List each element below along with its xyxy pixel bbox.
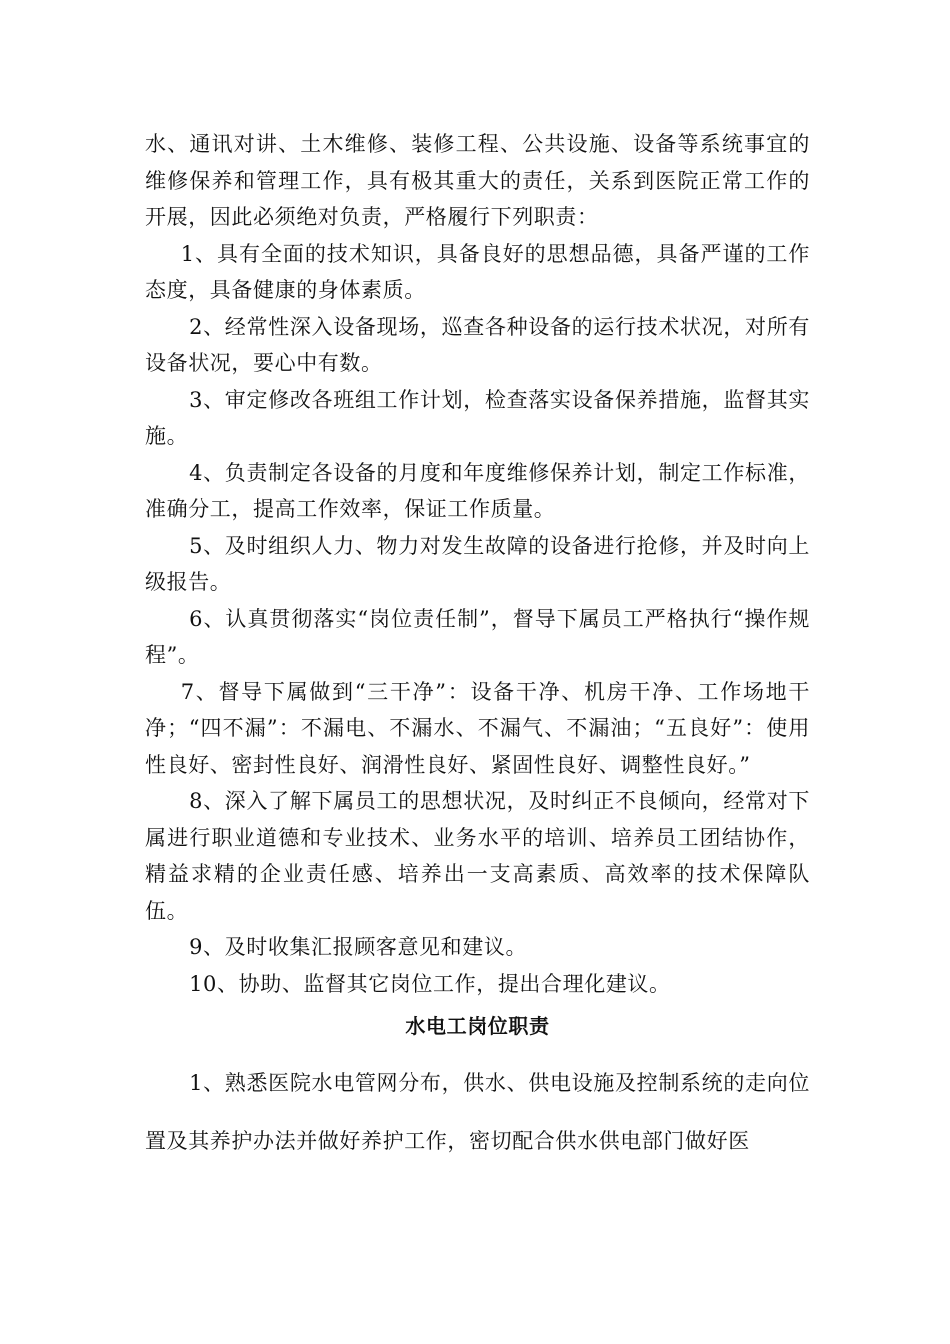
intro-paragraph: 水、通讯对讲、土木维修、装修工程、公共设施、设备等系统事宜的维修保养和管理工作，具有极其重大的责任，关系到医院正常工作的开展，因此必须绝对负责，严格履行下列职责： (145, 132, 810, 229)
duty-item-9: 9、及时收集汇报顾客意见和建议。 (189, 935, 528, 959)
duty-item-8: 8、深入了解下属员工的思想状况，及时纠正不良倾向，经常对下属进行职业道德和专业技术、业务水平的培训、培养员工团结协作，精益求精的企业责任感、培养出一支高素质、高效率的技术保障队伍。 (145, 789, 810, 923)
duty-item-1: 1、具有全面的技术知识，具备良好的思想品德，具备严谨的工作态度，具备健康的身体素质。 (145, 241, 810, 302)
duty-item-7: 7、督导下属做到“三干净”：设备干净、机房干净、工作场地干净；“四不漏”：不漏电、不漏水、不漏气、不漏油；“五良好”：使用性良好、密封性良好、润滑性良好、紧固性良好、调整性良好。” (145, 679, 810, 777)
duty-item-4: 4、负责制定各设备的月度和年度维修保养计划，制定工作标准，准确分工，提高工作效率，保证工作质量。 (145, 460, 810, 521)
duty-item-2: 2、经常性深入设备现场，巡查各种设备的运行技术状况，对所有设备状况，要心中有数。 (145, 314, 810, 375)
duty-item-10: 10、协助、监督其它岗位工作，提出合理化建议。 (189, 971, 671, 996)
duty-item-3: 3、审定修改各班组工作计划，检查落实设备保养措施，监督其实施。 (145, 387, 810, 448)
section-item-1: 1、熟悉医院水电管网分布，供水、供电设施及控制系统的走向位置及其养护办法并做好养护工作，密切配合供水供电部门做好医 (145, 1071, 810, 1153)
duty-item-6: 6、认真贯彻落实“岗位责任制”，督导下属员工严格执行“操作规程”。 (145, 606, 810, 667)
document-body (145, 126, 810, 1170)
section-title: 水电工岗位职责 (405, 1014, 550, 1038)
duty-item-5: 5、及时组织人力、物力对发生故障的设备进行抢修，并及时向上级报告。 (145, 533, 810, 594)
